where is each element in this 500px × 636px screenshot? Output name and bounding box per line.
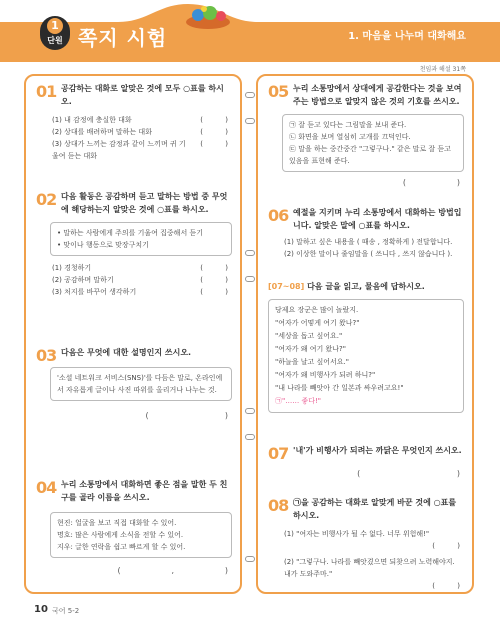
answer-blank[interactable]: ( ) <box>357 469 460 478</box>
answer-blank[interactable]: ( ) <box>402 178 460 187</box>
question-number: 04 <box>36 478 57 497</box>
question-8 <box>268 496 464 592</box>
page-number: 10 <box>34 604 48 615</box>
choice-item[interactable]: (1) 내 감정에 충실한 대화 ( ) <box>52 116 228 124</box>
header <box>0 0 500 72</box>
unit-number: 1 <box>47 18 63 34</box>
choice-item[interactable]: (2) 공감하며 말하기 ( ) <box>52 276 228 284</box>
passage-section <box>268 280 464 413</box>
question-number: 08 <box>268 496 289 515</box>
choice-item[interactable]: (2) "그렇구나. 나라를 빼앗겼으면 되찾으려 노력해야지. 내가 도와주마." ( ) <box>284 558 460 590</box>
unit-badge <box>40 16 70 50</box>
choice-item[interactable]: (3) 처지를 바꾸어 생각하기 ( ) <box>52 288 228 296</box>
book-label: 국어 5-2 <box>52 607 80 615</box>
question-number: 06 <box>268 206 289 225</box>
question-text: 공감하는 대화로 알맞은 것에 모두 ○표를 하시오. <box>61 84 224 106</box>
chapter-title: 1. 마음을 나누며 대화해요 <box>348 31 466 42</box>
question-text: 누리 소통망에서 상대에게 공감한다는 것을 보여 주는 방법으로 알맞지 않은 것의 기호를 쓰시오. <box>293 84 462 106</box>
binder-ring <box>245 434 255 440</box>
question-7 <box>268 444 464 478</box>
binder-ring <box>245 276 255 282</box>
question-4 <box>36 478 232 575</box>
question-text: 다음은 무엇에 대한 설명인지 쓰시오. <box>61 348 192 357</box>
question-number: 02 <box>36 190 57 209</box>
question-text: '내'가 비행사가 되려는 까닭은 무엇인지 쓰시오. <box>293 446 462 455</box>
question-text: 다음 활동은 공감하며 듣고 말하는 방법 중 무엇에 해당하는지 알맞은 것에 ○표를 하시오. <box>61 192 228 214</box>
story-box: 당제요 장군은 많이 놀랐지. "여자가 어떻게 여기 왔나?" "세상을 돕고 싶어요." "여자가 왜 여기 왔나?" "하늘을 날고 싶어서요." "여자가 왜 비행사가 되려 하니?" "내 나라를 빼앗아 간 일본과 싸우려고요!" ㉠"…… 좋다!" <box>268 299 464 413</box>
range-instruction: 다음 글을 읽고, 물음에 답하시오. <box>307 282 425 291</box>
question-number: 07 <box>268 444 289 463</box>
choice-item[interactable]: (1) 경청하기 ( ) <box>52 264 228 272</box>
choice-item[interactable]: (2) 이상한 말이나 줄임말을 ( 쓰니다 , 쓰지 않습니다 ). <box>284 250 453 258</box>
choice-item[interactable]: (3) 상대가 느끼는 감정과 같이 느끼며 귀 기울여 듣는 대화 ( ) <box>52 140 228 160</box>
options-box: ㉠ 잘 듣고 있다는 그림말을 보내 준다. ㉡ 화면을 보며 열심히 고개를 끄덕인다. ㉢ 말을 하는 중간중간 "그렇구나." 같은 말로 잘 듣고 있음을 표현해 준다. <box>282 114 464 172</box>
dialogue-box: 현진: 얼굴을 보고 직접 대화할 수 있어. 명호: 많은 사람에게 소식을 전할 수 있어. 지우: 글한 연락을 쉽고 빠르게 할 수 있어. <box>50 512 232 558</box>
binder-ring <box>245 92 255 98</box>
answer-reference: 천임과 해설 31쪽 <box>419 66 466 73</box>
question-text: ㉠을 공감하는 대화로 알맞게 바꾼 것에 ○표를 하시오. <box>293 498 457 520</box>
range-label: [07~08] <box>268 282 305 291</box>
unit-label: 단원 <box>47 36 63 45</box>
right-panel <box>256 74 474 594</box>
choice-item[interactable]: (2) 상대를 배려하며 말하는 대화 ( ) <box>52 128 228 136</box>
binder-ring <box>245 556 255 562</box>
question-number: 05 <box>268 82 289 101</box>
question-1 <box>36 82 232 162</box>
info-box: • 말하는 사람에게 주의를 기울여 집중해서 듣기 • 맞이나 행동으로 맞장구치기 <box>50 222 232 256</box>
left-panel <box>24 74 242 594</box>
choice-item[interactable]: (1) "여자는 비행사가 될 수 없다. 너무 위험해!" ( ) <box>284 530 460 550</box>
question-number: 01 <box>36 82 57 101</box>
question-text: 예절을 지키며 누리 소통망에서 대화하는 방법입니다. 알맞은 말에 ○표를 하시오. <box>293 208 462 230</box>
binder-ring <box>245 250 255 256</box>
question-text: 누리 소통망에서 대화하면 좋은 점을 말한 두 친구를 골라 이름을 쓰시오. <box>61 480 228 502</box>
binder-ring <box>245 118 255 124</box>
question-3 <box>36 346 232 420</box>
info-box: '소셜 네트워크 서비스(SNS)'를 다듬은 말로, 온라인에서 자유롭게 글이나 사진 따위를 올리거나 나누는 것. <box>50 367 232 401</box>
choice-item[interactable]: (1) 말하고 싶은 내용을 ( 때송 , 정확하게 ) 전달합니다. <box>284 238 453 246</box>
fruit-bowl-illustration <box>178 4 238 30</box>
page-title: 쪽지 시험 <box>78 26 168 50</box>
question-number: 03 <box>36 346 57 365</box>
answer-blank[interactable]: ( ) <box>145 411 228 420</box>
question-5 <box>268 82 464 187</box>
question-2 <box>36 190 232 298</box>
question-6 <box>268 206 464 260</box>
binder-ring <box>245 408 255 414</box>
answer-blank[interactable]: ( , ) <box>117 566 228 575</box>
